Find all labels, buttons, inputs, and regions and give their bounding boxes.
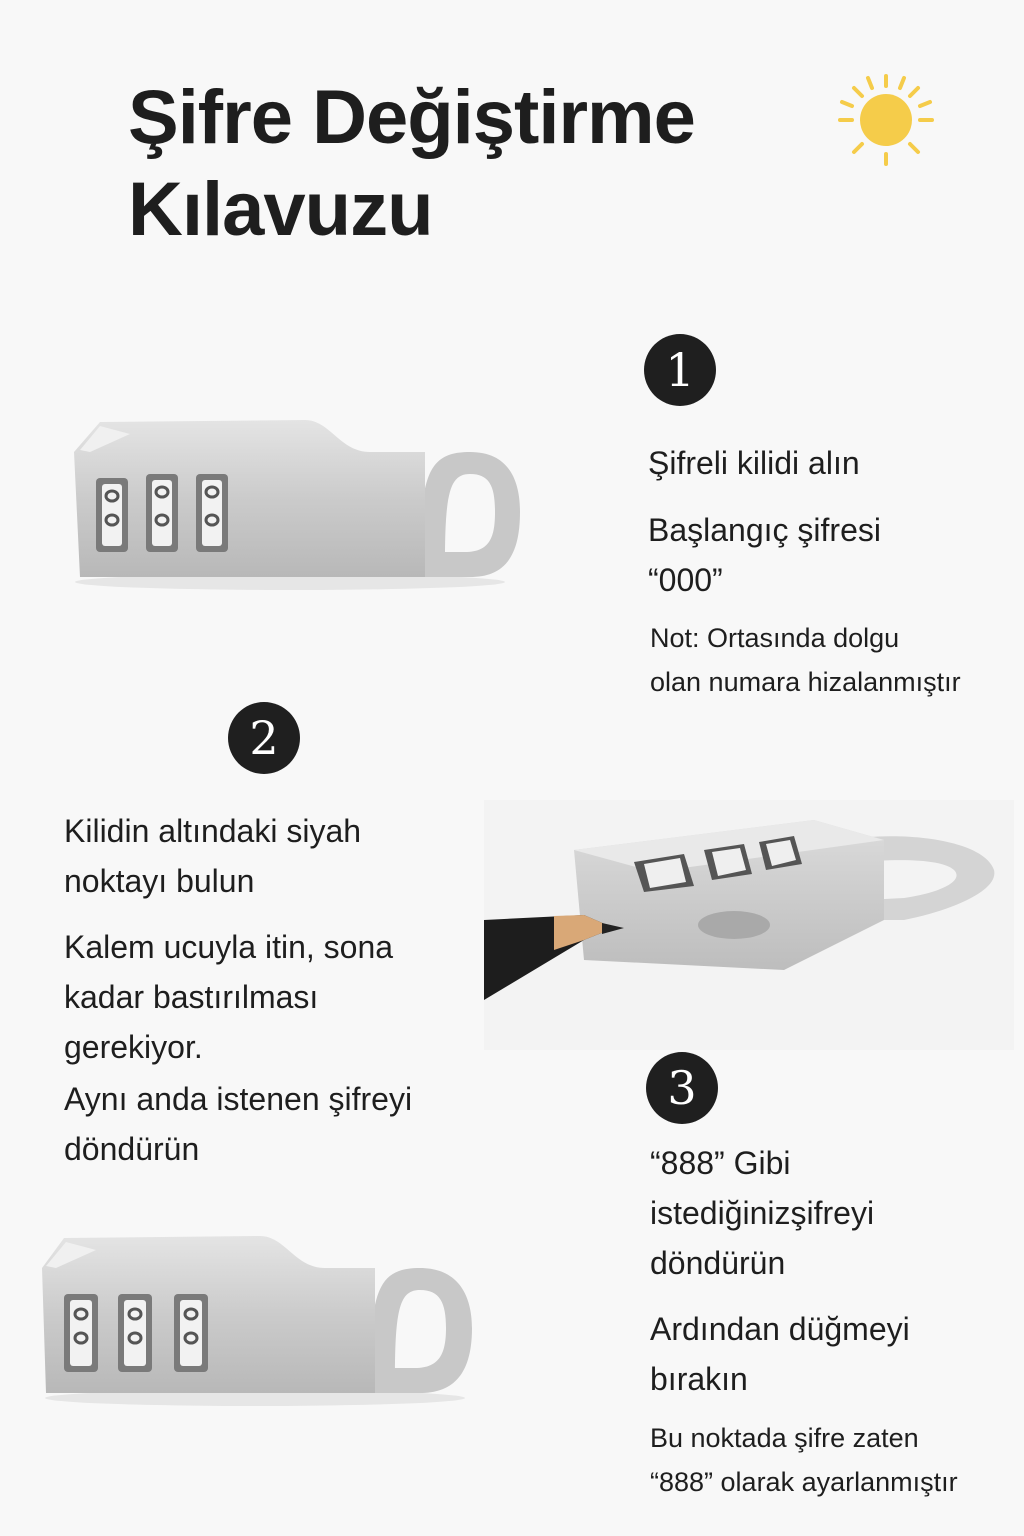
step-3-note-line-1: Bu noktada şifre zaten [650, 1423, 919, 1453]
step-1-badge: 1 [644, 334, 716, 406]
step-3-choose-code [650, 1138, 874, 1288]
title-line-1: Şifre Değiştirme [128, 75, 695, 160]
padlock-front-image-bottom [40, 1228, 480, 1408]
step-2-badge: 2 [228, 702, 300, 774]
step-1-default-code [648, 505, 881, 605]
step-3-badge: 3 [646, 1052, 718, 1124]
padlock-front-image [70, 412, 525, 592]
step-3-release-line-1: Ardından düğmeyi [650, 1311, 910, 1347]
step-2-find-line-2: noktayı bulun [64, 863, 255, 899]
step-1-note [650, 616, 961, 704]
padlock-pencil-image [484, 800, 1014, 1050]
step-3-choose-line-1: “888” Gibi [650, 1145, 791, 1181]
step-1-note-line-1: Not: Ortasında dolgu [650, 623, 900, 653]
step-3-release [650, 1304, 910, 1404]
title-line-2: Kılavuzu [128, 167, 433, 252]
step-2-press-line-1: Kalem ucuyla itin, sona [64, 929, 394, 965]
step-2-rotate [64, 1074, 412, 1174]
step-2-rotate-line-1: Aynı anda istenen şifreyi [64, 1081, 413, 1117]
step-2-rotate-line-2: döndürün [64, 1131, 200, 1167]
page-title [128, 72, 828, 256]
step-3-choose-line-3: döndürün [650, 1245, 786, 1281]
step-2-press-line-3: gerekiyor. [64, 1029, 203, 1065]
step-1-default-line-1: Başlangıç şifresi [648, 512, 881, 548]
step-2-press [64, 922, 393, 1072]
step-3-release-line-2: bırakın [650, 1361, 748, 1397]
step-2-find-dot [64, 806, 361, 906]
step-1-default-line-2: “000” [648, 562, 723, 598]
step-2-find-line-1: Kilidin altındaki siyah [64, 813, 362, 849]
step-3-note [650, 1416, 958, 1504]
step-1-instruction: Şifreli kilidi alın [648, 445, 860, 481]
step-3-choose-line-2: istediğinizşifreyi [650, 1195, 875, 1231]
step-3-note-line-2: “888” olarak ayarlanmıştır [650, 1467, 958, 1497]
sun-icon [838, 74, 934, 166]
step-1-note-line-2: olan numara hizalanmıştır [650, 667, 961, 697]
step-2-press-line-2: kadar bastırılması [64, 979, 319, 1015]
